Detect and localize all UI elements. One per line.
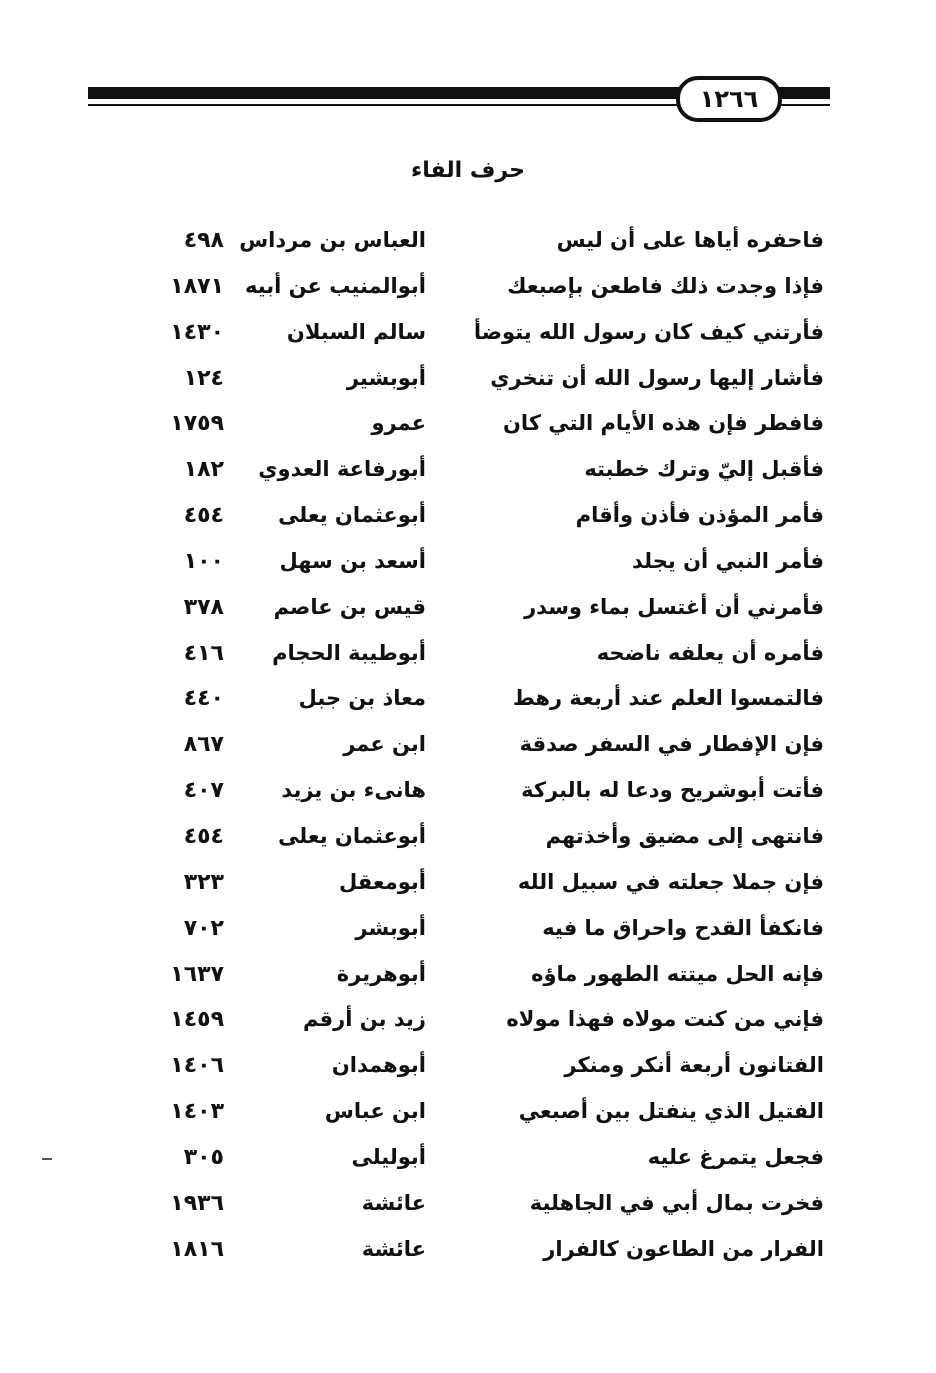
narrator-name: قيس بن عاصم	[273, 594, 426, 619]
narrator-name: أبوهريرة	[336, 961, 426, 986]
list-item	[0, 728, 936, 774]
narrator-name: أبوعثمان يعلى	[278, 503, 426, 528]
narrator-name: أبوليلى	[351, 1144, 426, 1169]
list-item	[0, 316, 936, 362]
list-item	[0, 362, 936, 408]
hadith-text: فافطر فإن هذه الأيام التي كان	[502, 411, 824, 436]
narrator-name: عمرو	[371, 411, 426, 436]
list-item	[0, 1187, 936, 1233]
hadith-text: فانتهى إلى مضيق وأخذتهم	[545, 823, 824, 848]
hadith-text: فأمرني أن أغتسل بماء وسدر	[524, 594, 824, 619]
hadith-text: فأتت أبوشريح ودعا له بالبركة	[521, 778, 824, 803]
hadith-number: ١٧٥٩	[170, 411, 224, 437]
page-number: ١٢٦٦	[676, 76, 782, 122]
list-item	[0, 545, 936, 591]
list-item	[0, 820, 936, 866]
list-item	[0, 224, 936, 270]
hadith-number: ٤٥٤	[183, 503, 224, 529]
hadith-text: فأرتني كيف كان رسول الله يتوضأ	[473, 319, 824, 344]
hadith-text: فأشار إليها رسول الله أن تنخري	[490, 365, 824, 390]
hadith-text: الفتيل الذي ينفتل بين أصبعي	[518, 1099, 824, 1124]
hadith-text: فإن الإفطار في السفر صدقة	[519, 732, 824, 757]
narrator-name: أسعد بن سهل	[279, 548, 426, 573]
hadith-number: ١٤٥٩	[170, 1007, 224, 1033]
narrator-name: عائشة	[361, 1190, 426, 1215]
narrator-name: أبوبشر	[355, 915, 426, 940]
hadith-number: ٧٠٢	[183, 915, 224, 941]
list-item	[0, 682, 936, 728]
narrator-name: أبومعقل	[339, 869, 426, 894]
hadith-number: ١٨٢	[183, 457, 224, 483]
list-item	[0, 1233, 936, 1279]
narrator-name: أبوهمدان	[331, 1053, 426, 1078]
hadith-text: فانكفأ القدح واحراق ما فيه	[542, 915, 824, 940]
hadith-text: الفرار من الطاعون كالفرار	[543, 1236, 824, 1261]
list-item	[0, 591, 936, 637]
narrator-name: ابن عباس	[324, 1099, 426, 1124]
narrator-name: أبوبشير	[346, 365, 426, 390]
list-item	[0, 958, 936, 1004]
narrator-name: العباس بن مرداس	[239, 228, 426, 252]
hadith-text: فإن جملا جعلته في سبيل الله	[517, 869, 824, 894]
list-item	[0, 774, 936, 820]
hadith-number: ٣٢٣	[183, 869, 224, 895]
narrator-name: أبوطيبة الحجام	[272, 640, 426, 665]
hadith-number: ١٩٣٦	[170, 1190, 224, 1216]
list-item	[0, 1095, 936, 1141]
narrator-name: أبوعثمان يعلى	[278, 823, 426, 848]
hadith-number: ٤٥٤	[183, 823, 224, 849]
hadith-text: فأمر المؤذن فأذن وأقام	[575, 503, 824, 528]
list-item	[0, 270, 936, 316]
narrator-name: ابن عمر	[343, 732, 426, 757]
hadith-number: ٤٠٧	[183, 778, 224, 804]
hadith-number: ١٤٠٣	[170, 1099, 224, 1125]
list-item	[0, 407, 936, 453]
narrator-name: هانىء بن يزيد	[281, 778, 426, 803]
index-list	[0, 224, 936, 1278]
list-item	[0, 1049, 936, 1095]
list-item	[0, 453, 936, 499]
narrator-name: سالم السبلان	[286, 319, 426, 344]
hadith-number: ٣٧٨	[183, 594, 224, 620]
list-item	[0, 499, 936, 545]
hadith-number: ٨٦٧	[183, 732, 224, 758]
hadith-number: ٤١٦	[183, 640, 224, 666]
hadith-number: ٤٤٠	[183, 686, 224, 712]
hadith-text: فإنه الحل ميتته الطهور ماؤه	[531, 961, 824, 986]
hadith-text: فإني من كنت مولاه فهذا مولاه	[506, 1007, 824, 1032]
narrator-name: زيد بن أرقم	[302, 1007, 426, 1032]
page-header	[0, 0, 936, 130]
hadith-number: ٤٩٨	[183, 228, 224, 253]
hadith-text: فأمر النبي أن يجلد	[632, 548, 824, 573]
hadith-text: الفتانون أربعة أنكر ومنكر	[564, 1053, 824, 1078]
hadith-number: ٣٠٥	[183, 1144, 224, 1170]
hadith-text: فأمره أن يعلفه ناضحه	[596, 640, 824, 665]
hadith-number: ١٦٣٧	[170, 961, 224, 987]
list-item	[0, 1141, 936, 1187]
narrator-name: أبورفاعة العدوي	[258, 457, 426, 482]
hadith-number: ١٠٠	[183, 548, 224, 574]
narrator-name: أبوالمنيب عن أبيه	[244, 273, 426, 298]
list-item	[0, 1003, 936, 1049]
hadith-text: فالتمسوا العلم عند أربعة رهط	[512, 686, 824, 711]
hadith-text: فإذا وجدت ذلك فاطعن بإصبعك	[507, 273, 824, 298]
hadith-number: ١٤٠٦	[170, 1053, 224, 1079]
hadith-text: فاحفره أياها على أن ليس	[556, 228, 824, 252]
hadith-text: فأقبل إليّ وترك خطبته	[584, 457, 824, 482]
hadith-text: فخرت بمال أبي في الجاهلية	[529, 1190, 824, 1215]
narrator-name: عائشة	[361, 1236, 426, 1261]
list-item	[0, 912, 936, 958]
section-title: حرف الفاء	[411, 158, 525, 183]
hadith-text: فجعل يتمرغ عليه	[647, 1144, 824, 1169]
margin-mark	[42, 1158, 52, 1160]
hadith-number: ١٨٧١	[170, 273, 224, 299]
list-item	[0, 637, 936, 683]
list-item	[0, 866, 936, 912]
narrator-name: معاذ بن جبل	[298, 686, 426, 711]
hadith-number: ١٤٣٠	[170, 319, 224, 345]
hadith-number: ١٨١٦	[170, 1236, 224, 1262]
hadith-number: ١٢٤	[183, 365, 224, 391]
